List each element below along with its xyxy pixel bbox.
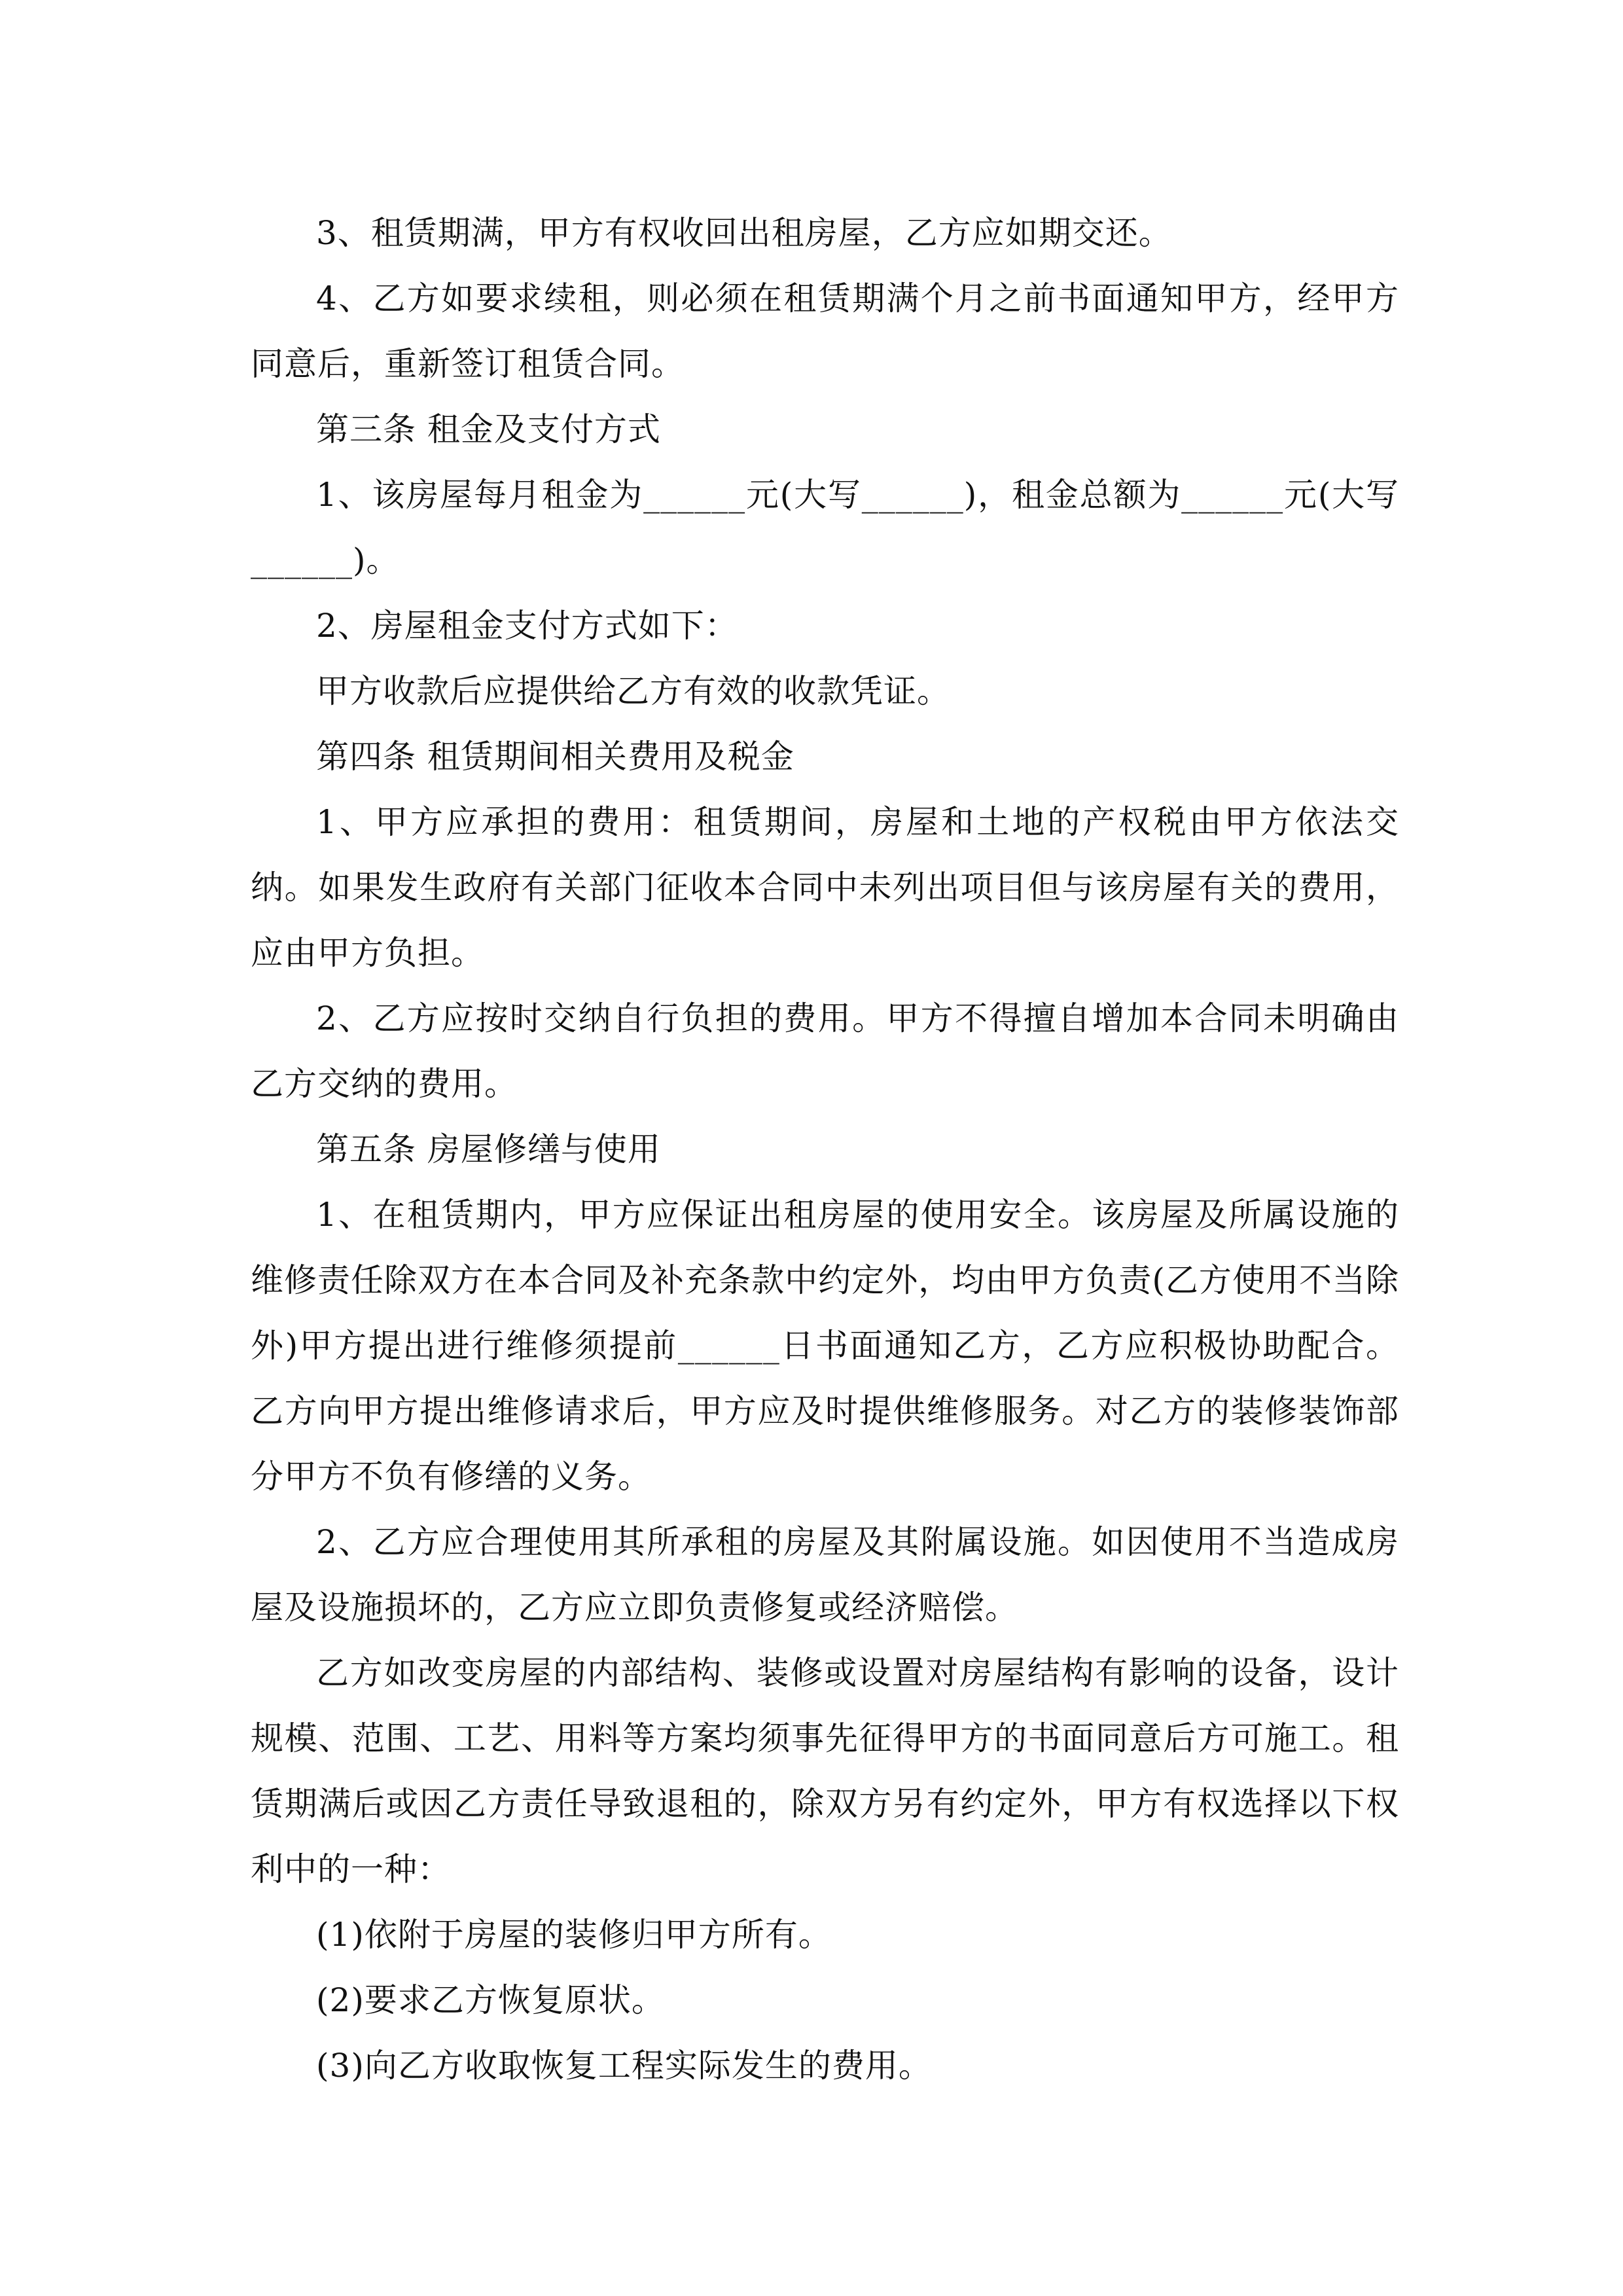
paragraph-party-b-fees: 2、乙方应按时交纳自行负担的费用。甲方不得擅自增加本合同未明确由乙方交纳的费用。 xyxy=(251,999,1399,1103)
list-item-option-3: (3)向乙方收取恢复工程实际发生的费用。 xyxy=(316,2047,932,2085)
paragraph-receipt: 甲方收款后应提供给乙方有效的收款凭证。 xyxy=(316,672,950,710)
heading-article-4: 第四条 租赁期间相关费用及税金 xyxy=(316,738,794,776)
list-item-option-1: (1)依附于房屋的装修归甲方所有。 xyxy=(316,1916,832,1954)
paragraph-lease-renewal: 4、乙方如要求续租，则必须在租赁期满个月之前书面通知甲方，经甲方同意后，重新签订租赁合同。 xyxy=(251,279,1399,383)
document-body xyxy=(251,200,1399,2098)
paragraph-party-a-fees: 1、甲方应承担的费用：租赁期间，房屋和土地的产权税由甲方依法交纳。如果发生政府有关部门征收本合同中未列出项目但与该房屋有关的费用，应由甲方负担。 xyxy=(251,803,1399,972)
paragraph-alterations: 乙方如改变房屋的内部结构、装修或设置对房屋结构有影响的设备，设计规模、范围、工艺、用料等方案均须事先征得甲方的书面同意后方可施工。租赁期满后或因乙方责任导致退租的，除双方另有约定外，甲方有权选择以下权利中的一种： xyxy=(251,1654,1399,1888)
paragraph-proper-use: 2、乙方应合理使用其所承租的房屋及其附属设施。如因使用不当造成房屋及设施损坏的，乙方应立即负责修复或经济赔偿。 xyxy=(251,1523,1399,1626)
paragraph-lease-expiry-return: 3、租赁期满，甲方有权收回出租房屋，乙方应如期交还。 xyxy=(316,214,1172,252)
list-item-option-2: (2)要求乙方恢复原状。 xyxy=(316,1981,665,2019)
heading-article-5: 第五条 房屋修缮与使用 xyxy=(316,1130,661,1168)
paragraph-payment-method: 2、房屋租金支付方式如下： xyxy=(316,607,738,645)
heading-article-3: 第三条 租金及支付方式 xyxy=(316,410,661,448)
paragraph-maintenance: 1、在租赁期内，甲方应保证出租房屋的使用安全。该房屋及所属设施的维修责任除双方在本合同及补充条款中约定外，均由甲方负责(乙方使用不当除外)甲方提出进行维修须提前______日书面通知乙方，乙方应积极协助配合。乙方向甲方提出维修请求后，甲方应及时提供维修服务。对乙方的装修装饰部分甲方不负有修缮的义务。 xyxy=(251,1196,1399,1496)
paragraph-monthly-rent: 1、该房屋每月租金为______元(大写______)，租金总额为______元(大写______)。 xyxy=(251,476,1399,579)
